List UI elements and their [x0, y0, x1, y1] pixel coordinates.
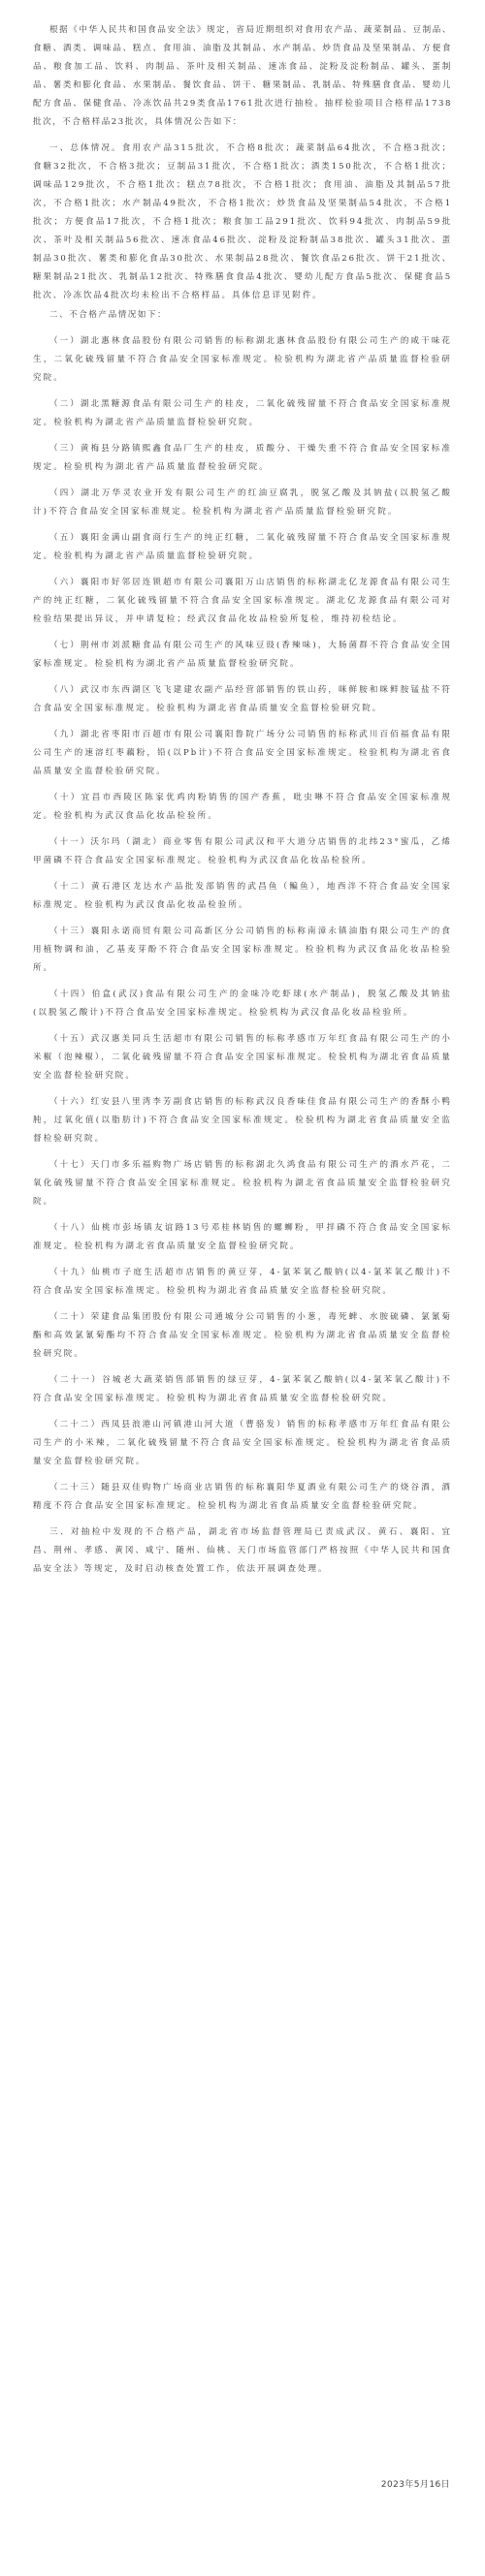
failed-item-1: （一）湖北惠林食品股份有限公司销售的标称湖北惠林食品股份有限公司生产的咸干味花生，二氧化硫残留量不符合食品安全国家标准规定。检验机构为湖北省产品质量监督检验研究院。 — [33, 336, 452, 383]
intro-paragraph: 根据《中华人民共和国食品安全法》规定，省局近期组织对食用农产品、蔬菜制品、豆制品、食糖、酒类、调味品、糕点、食用油、油脂及其制品、水产制品、炒货食品及坚果制品、方便食品、粮食加工品、饮料、肉制品、茶叶及相关制品、速冻食品、淀粉及淀粉制品、罐头、蛋制品、薯类和膨化食品、水果制品、餐饮食品、饼干、糖果制品、乳制品、特殊膳食食品、婴幼儿配方食品、保健食品、冷冻饮品共29类食品1761批次进行抽检。抽样检验项目合格样品1738批次，不合格样品23批次，具体情况公告如下： — [33, 25, 452, 127]
failed-item-6: （六）襄阳市好邻居连锁超市有限公司襄阳万山店销售的标称湖北亿龙源食品有限公司生产的纯正红糖，二氧化硫残留量不符合食品安全国家标准规定。湖北亿龙源食品有限公司对检验结果提出异议，并申请复检；经武汉食品化妆品检验所复检，维持初检结论。 — [33, 578, 452, 624]
failed-item-12: （十二）黄石港区龙达水产品批发部销售的武昌鱼（鳊鱼），地西泮不符合食品安全国家标准规定。检验机构为武汉食品化妆品检验所。 — [33, 882, 452, 910]
failed-item-4: （四）湖北万华灵农业开发有限公司生产的红油豆腐乳，脱氢乙酸及其钠盐(以脱氢乙酸计)不符合食品安全国家标准规定。检验机构为湖北省产品质量监督检验研究院。 — [33, 488, 452, 517]
failed-item-2: （二）湖北黑糖源食品有限公司生产的桂皮，二氧化硫残留量不符合食品安全国家标准规定。检验机构为湖北省产品质量监督检验研究院。 — [33, 399, 452, 427]
failed-item-18: （十八）仙桃市彭场镇友谊路13号邓桂林销售的螺蛳粉，甲拌磷不符合食品安全国家标准规定。检验机构为湖北省食品质量安全监督检验研究院。 — [33, 1223, 452, 1251]
failed-item-19: （十九）仙桃市子庭生活超市店销售的黄豆芽，4-氯苯氧乙酸钠(以4-氯苯氧乙酸计)不符合食品安全国家标准规定。检验机构为湖北省食品质量安全监督检验研究院。 — [33, 1268, 452, 1296]
overall-summary-paragraph: 一、总体情况。食用农产品315批次，不合格8批次；蔬菜制品64批次，不合格3批次；食糖32批次，不合格3批次；豆制品31批次，不合格1批次；酒类150批次，不合格1批次；调味品129批次，不合格1批次；糕点78批次，不合格1批次；食用油、油脂及其制品57批次，不合格1批次；水产制品49批次，不合格1批次；炒货食品及坚果制品54批次，不合格1批次；方便食品17批次，不合格1批次；粮食加工品291批次、饮料94批次、肉制品59批次、茶叶及相关制品56批次、速冻食品46批次、淀粉及淀粉制品38批次、罐头31批次、蛋制品30批次、薯类和膨化食品30批次、水果制品28批次、餐饮食品26批次、饼干21批次、糖果制品21批次、乳制品12批次、特殊膳食食品4批次、婴幼儿配方食品5批次、保健食品5批次、冷冻饮品4批次均未检出不合格样品。具体信息详见附件。 — [33, 143, 452, 300]
section-heading: 二、不合格产品情况如下： — [49, 310, 168, 320]
failed-item-8: （八）武汉市东西湖区飞飞建建农副产品经营部销售的铁山药，咪鲜胺和咪鲜胺锰盐不符合食品安全国家标准规定。检验机构为湖北省食品质量安全监督检验研究院。 — [33, 685, 452, 713]
closing-paragraph: 三、对抽检中发现的不合格产品，湖北省市场监督管理局已责成武汉、黄石、襄阳、宜昌、荆州、孝感、黄冈、咸宁、随州、仙桃、天门市场监管部门严格按照《中华人民共和国食品安全法》等规定，及时启动核查处置工作，依法开展调查处理。 — [33, 1527, 452, 1574]
failed-item-10: （十）宜昌市西陵区陈家优鸡肉粉销售的国产香蕉，吡虫啉不符合食品安全国家标准规定。检验机构为武汉食品化妆品检验所。 — [33, 793, 452, 821]
failed-item-22: （二十二）西凤县浪港山河镇港山河大道（曹骆发）销售的标称孝感市万年红食品有限公司生产的小米辣，二氧化硫残留量不符合食品安全国家标准规定。检验机构为湖北省食品质量安全监督检验研究院。 — [33, 1420, 452, 1466]
failed-item-17: （十七）天门市多乐福购物广场店销售的标称湖北久鸿食品有限公司生产的酒水芦花，二氧化硫残留量不符合食品安全国家标准规定。检验机构为湖北省食品质量安全监督检验研究院。 — [33, 1160, 452, 1207]
failed-item-9: （九）湖北省枣阳市百超市有限公司襄阳鲁院广场分公司销售的标称武川百佰福食品有限公司生产的速溶红枣藕粉，铅(以Pb计)不符合食品安全国家标准规定。检验机构为湖北省食品质量安全监督检验研究院。 — [33, 730, 452, 776]
failed-item-5: （五）襄阳金满山副食商行生产的纯正红糖，二氧化硫残留量不符合食品安全国家标准规定。检验机构为湖北省产品质量监督检验研究院。 — [33, 533, 452, 561]
publish-date: 2023年5月16日 — [380, 2480, 450, 2490]
failed-item-23: （二十三）随县双佳购物广场商业店销售的标称襄阳华夏酒业有限公司生产的烧谷酒，酒精度不符合食品安全国家标准规定。检验机构为湖北省食品质量安全监督检验研究院。 — [33, 1483, 452, 1511]
failed-item-20: （二十）荣建食品集团股份有限公司通城分公司销售的小葱，毒死蜱、水胺硫磷、氯氰菊酯和高效氯氰菊酯均不符合食品安全国家标准规定。检验机构为湖北省食品质量安全监督检验研究院。 — [33, 1312, 452, 1359]
failed-item-21: （二十一）谷城老大蔬菜销售部销售的绿豆芽，4-氯苯氧乙酸钠(以4-氯苯氧乙酸计)不符合食品安全国家标准规定。检验机构为湖北省食品质量安全监督检验研究院。 — [33, 1375, 452, 1403]
failed-item-11: （十一）沃尔玛（湖北）商业零售有限公司武汉和平大道分店销售的北纬23°蜜瓜，乙烯甲菌磷不符合食品安全国家标准规定。检验机构为武汉食品化妆品检验所。 — [33, 837, 452, 865]
failed-item-7: （七）荆州市刘派糖食品有限公司生产的风味豆豉(香辣味)，大肠菌群不符合食品安全国家标准规定。检验机构为湖北省产品质量监督检验研究院。 — [33, 641, 452, 669]
failed-item-16: （十六）红安县八里湾李芳副食店销售的标称武汉良香味佳食品有限公司生产的香酥小鸭肫，过氧化值(以脂肪计)不符合食品安全国家标准规定。检验机构为湖北省食品质量安全监督检验研究院。 — [33, 1097, 452, 1144]
failed-item-15: （十五）武汉惠美同兵生活超市有限公司销售的标称孝感市万年红食品有限公司生产的小米椒（泡辣椒），二氧化硫残留量不符合食品安全国家标准规定。检验机构为湖北省食品质量安全监督检验研究院。 — [33, 1034, 452, 1081]
failed-item-3: （三）黄梅县分路镇熙鑫食品厂生产的桂皮，质酸分、干燥失重不符合食品安全国家标准规定。检验机构为湖北省产品质量监督检验研究院。 — [33, 444, 452, 472]
failed-item-13: （十三）襄阳永诺商贸有限公司高新区分公司销售的标称南漳永镇油脂有限公司生产的食用植物调和油，乙基麦芽酚不符合食品安全国家标准规定。检验机构为武汉食品化妆品检验所。 — [33, 927, 452, 973]
failed-item-14: （十四）伯盒(武汉)食品有限公司生产的金味冷吃虾球(水产制品)，脱氢乙酸及其钠盐(以脱氢乙酸计)不符合食品安全国家标准规定。检验机构为武汉食品化妆品检验所。 — [33, 990, 452, 1018]
